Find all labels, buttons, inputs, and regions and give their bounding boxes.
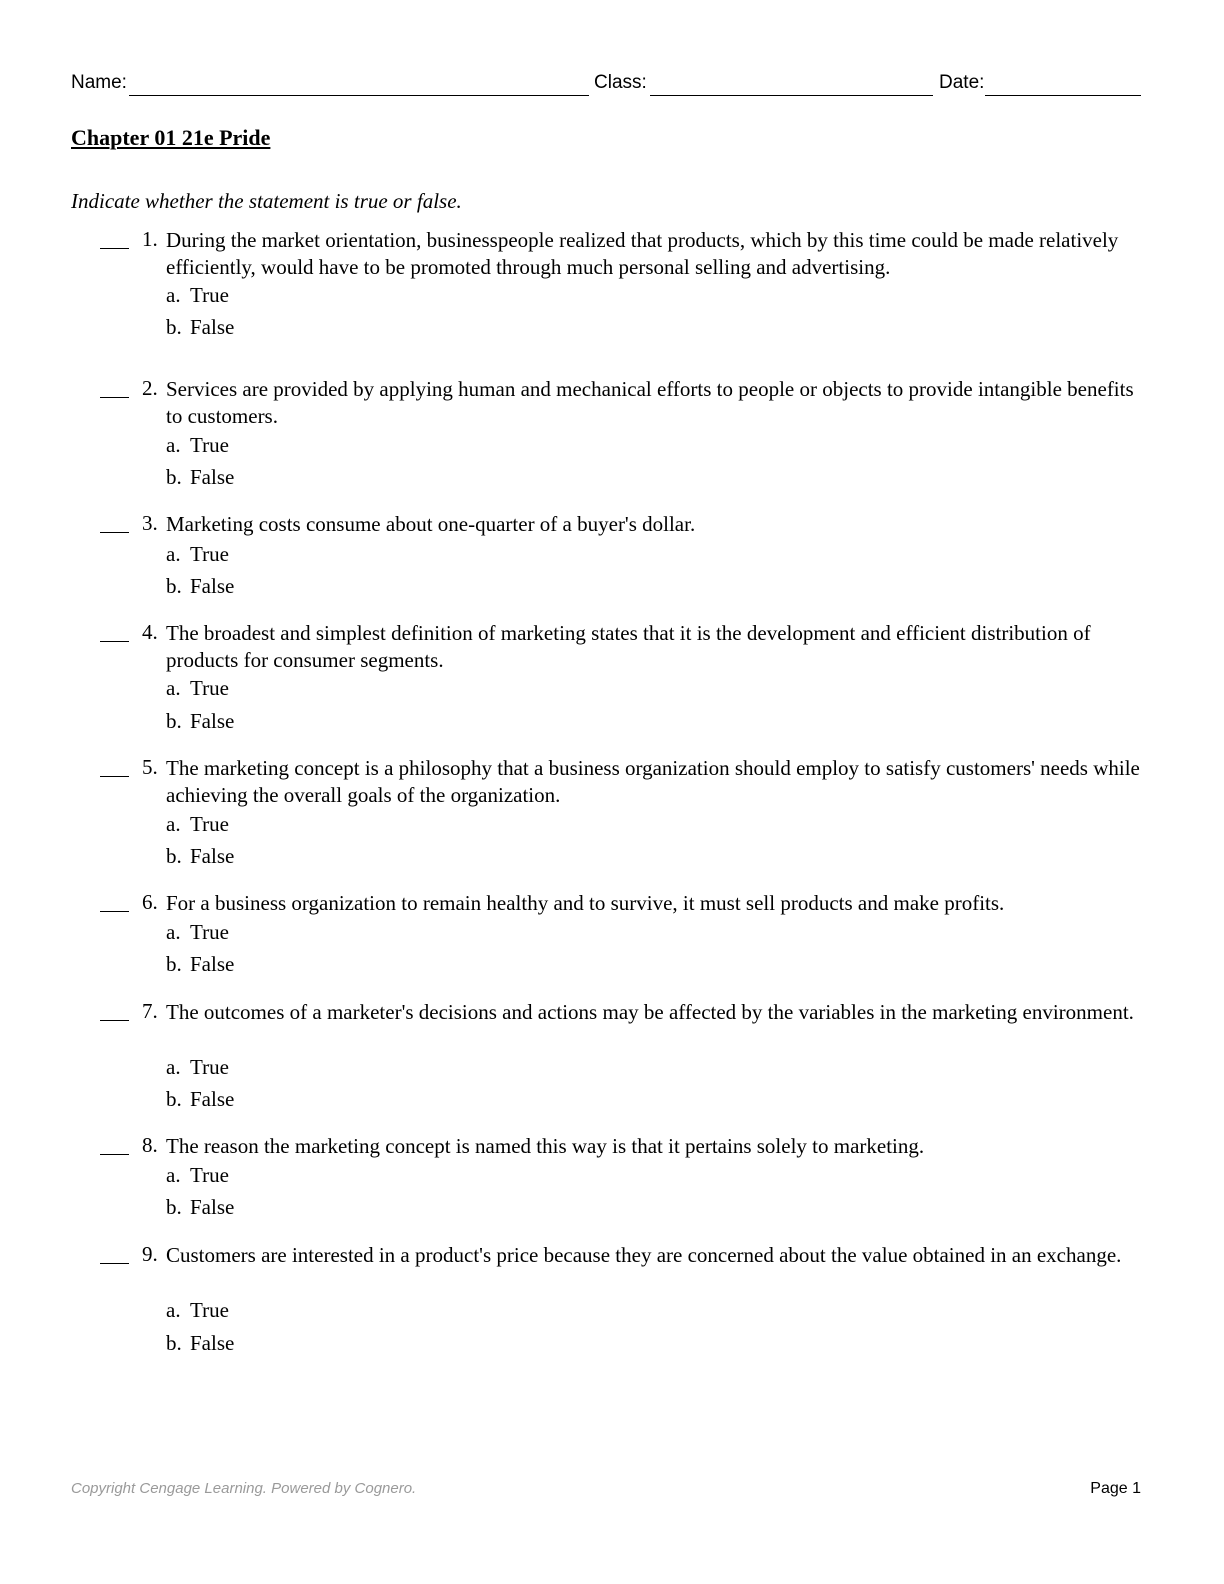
option-label: False [190, 709, 235, 733]
answer-blank[interactable] [100, 1242, 129, 1264]
option-letter: b. [166, 574, 182, 598]
option-label: True [190, 283, 229, 307]
option-letter: b. [166, 315, 182, 339]
option-true[interactable] [166, 1163, 229, 1188]
question-text: The broadest and simplest definition of marketing states that it is the development and efficient distribution of products for consumer segments. [166, 621, 1091, 672]
option-label: True [190, 1163, 229, 1187]
class-field[interactable] [594, 72, 933, 96]
option-letter: a. [166, 676, 181, 700]
question-text: Customers are interested in a product's price because they are concerned about the value obtained in an exchange. [166, 1243, 1122, 1267]
name-label: Name: [71, 72, 127, 93]
option-letter: a. [166, 433, 181, 457]
answer-blank[interactable] [100, 1133, 129, 1155]
answer-blank[interactable] [100, 227, 129, 249]
instructions: Indicate whether the statement is true or false. [71, 189, 462, 213]
answer-blank[interactable] [100, 511, 129, 533]
class-label: Class: [594, 72, 647, 93]
question-number: 7. [142, 999, 158, 1023]
option-false[interactable] [166, 315, 234, 340]
option-true[interactable] [166, 812, 229, 837]
option-true[interactable] [166, 542, 229, 567]
option-label: False [190, 1195, 235, 1219]
option-label: False [190, 315, 235, 339]
option-false[interactable] [166, 465, 234, 490]
option-letter: a. [166, 1163, 181, 1187]
question-number: 6. [142, 890, 158, 914]
question-text: During the market orientation, businesspeople realized that products, which by this time could be made relatively efficiently, would have to be promoted through much personal selling and advertising. [166, 228, 1119, 279]
option-letter: a. [166, 1055, 181, 1079]
answer-blank[interactable] [100, 620, 129, 642]
option-letter: b. [166, 952, 182, 976]
option-letter: b. [166, 1195, 182, 1219]
question-number: 1. [142, 227, 158, 251]
option-letter: a. [166, 542, 181, 566]
option-label: True [190, 676, 229, 700]
option-label: False [190, 952, 235, 976]
question-number: 4. [142, 620, 158, 644]
option-letter: b. [166, 1087, 182, 1111]
option-label: True [190, 542, 229, 566]
answer-blank[interactable] [100, 890, 129, 912]
option-false[interactable] [166, 1331, 234, 1356]
option-true[interactable] [166, 1055, 229, 1080]
option-letter: b. [166, 1331, 182, 1355]
option-letter: a. [166, 1298, 181, 1322]
option-false[interactable] [166, 844, 234, 869]
name-line[interactable] [129, 95, 589, 96]
option-true[interactable] [166, 920, 229, 945]
option-false[interactable] [166, 574, 234, 599]
date-field[interactable] [939, 72, 1141, 96]
option-label: False [190, 465, 235, 489]
class-line[interactable] [650, 95, 933, 96]
answer-blank[interactable] [100, 999, 129, 1021]
option-label: False [190, 844, 235, 868]
option-label: False [190, 1087, 235, 1111]
option-false[interactable] [166, 952, 234, 977]
option-letter: a. [166, 812, 181, 836]
question-text: The marketing concept is a philosophy that a business organization should employ to satisfy customers' needs while achieving the overall goals of the organization. [166, 756, 1140, 807]
option-false[interactable] [166, 709, 234, 734]
answer-blank[interactable] [100, 755, 129, 777]
option-letter: a. [166, 283, 181, 307]
question-text: Marketing costs consume about one-quarter of a buyer's dollar. [166, 512, 696, 536]
footer-page-number: Page 1 [1090, 1480, 1141, 1497]
question-text: The reason the marketing concept is named this way is that it pertains solely to marketing. [166, 1134, 925, 1158]
question-number: 3. [142, 511, 158, 535]
date-line[interactable] [985, 95, 1141, 96]
question-number: 9. [142, 1242, 158, 1266]
question-number: 8. [142, 1133, 158, 1157]
question-text: Services are provided by applying human and mechanical efforts to people or objects to provide intangible benefits to customers. [166, 377, 1134, 428]
option-true[interactable] [166, 433, 229, 458]
option-false[interactable] [166, 1195, 234, 1220]
option-letter: b. [166, 709, 182, 733]
option-label: True [190, 1298, 229, 1322]
option-label: False [190, 574, 235, 598]
option-letter: a. [166, 920, 181, 944]
question-number: 2. [142, 376, 158, 400]
chapter-title: Chapter 01 21e Pride [71, 125, 271, 150]
option-label: True [190, 812, 229, 836]
answer-blank[interactable] [100, 376, 129, 398]
option-true[interactable] [166, 283, 229, 308]
option-true[interactable] [166, 1298, 229, 1323]
footer-copyright: Copyright Cengage Learning. Powered by Cognero. [71, 1480, 417, 1497]
option-label: False [190, 1331, 235, 1355]
date-label: Date: [939, 72, 985, 93]
option-letter: b. [166, 465, 182, 489]
name-field[interactable] [71, 72, 589, 96]
option-label: True [190, 920, 229, 944]
option-false[interactable] [166, 1087, 234, 1112]
header-fields [71, 72, 1141, 98]
question-text: For a business organization to remain healthy and to survive, it must sell products and make profits. [166, 891, 1005, 915]
option-true[interactable] [166, 676, 229, 701]
option-label: True [190, 433, 229, 457]
question-text: The outcomes of a marketer's decisions and actions may be affected by the variables in the marketing environment. [166, 1000, 1134, 1024]
question-number: 5. [142, 755, 158, 779]
option-label: True [190, 1055, 229, 1079]
option-letter: b. [166, 844, 182, 868]
